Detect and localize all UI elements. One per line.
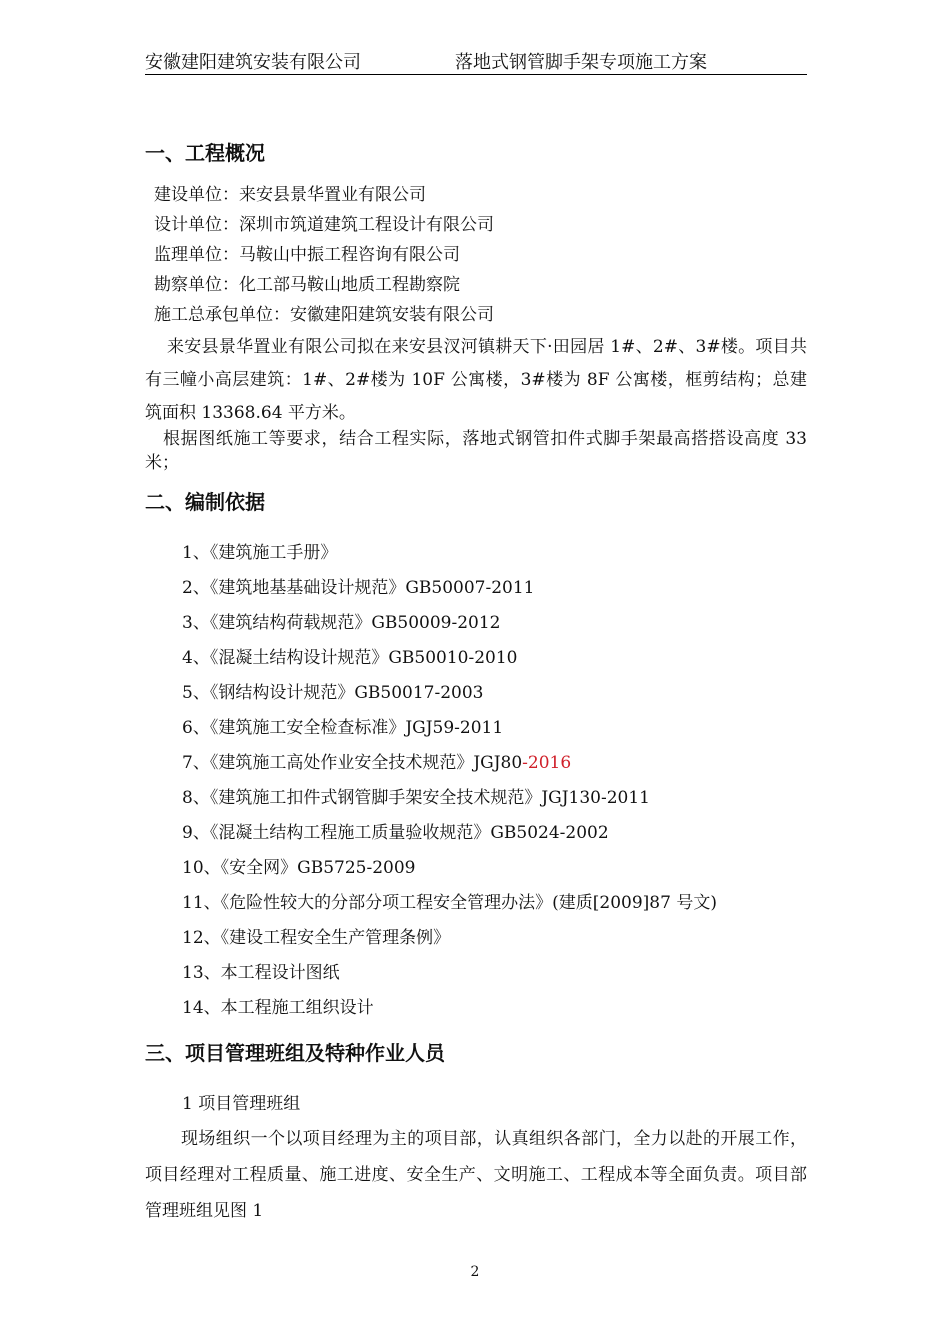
page-header [145, 52, 807, 75]
management-paragraph: 现场组织一个以项目经理为主的项目部，认真组织各部门，全力以赴的开展工作，项目经理对工程质量、施工进度、安全生产、文明施工、工程成本等全面负责。项目部管理班组见图 1 [145, 1129, 807, 1221]
reference-item [182, 752, 571, 774]
reference-item: 2、《建筑地基基础设计规范》GB50007-2011 [182, 578, 535, 598]
unit-survey: 勘察单位：化工部马鞍山地质工程勘察院 [154, 275, 460, 295]
section2-title: 二、编制依据 [145, 490, 265, 514]
unit-construction: 建设单位：来安县景华置业有限公司 [154, 185, 426, 205]
unit-design: 设计单位：深圳市筑道建筑工程设计有限公司 [154, 215, 494, 235]
reference-item: 10、《安全网》GB5725-2009 [182, 858, 416, 878]
unit-supervision: 监理单位：马鞍山中振工程咨询有限公司 [154, 245, 460, 265]
revised-year: -2016 [522, 753, 572, 773]
reference-item: 3、《建筑结构荷载规范》GB50009-2012 [182, 613, 501, 633]
unit-contractor: 施工总承包单位：安徽建阳建筑安装有限公司 [154, 305, 494, 325]
section3-title: 三、项目管理班组及特种作业人员 [145, 1041, 445, 1065]
reference-item-text: 7、《建筑施工高处作业安全技术规范》JGJ80 [182, 753, 523, 773]
reference-item: 1、《建筑施工手册》 [182, 543, 338, 563]
header-company: 安徽建阳建筑安装有限公司 [145, 52, 361, 73]
height-paragraph: 根据图纸施工等要求，结合工程实际，落地式钢管扣件式脚手架最高搭搭设高度 33 米； [145, 429, 807, 473]
reference-item: 14、本工程施工组织设计 [182, 998, 374, 1018]
reference-item: 9、《混凝土结构工程施工质量验收规范》GB5024-2002 [182, 823, 609, 843]
reference-item: 4、《混凝土结构设计规范》GB50010-2010 [182, 648, 518, 668]
section1-title: 一、工程概况 [145, 141, 265, 165]
header-doc-title: 落地式钢管脚手架专项施工方案 [455, 52, 707, 73]
reference-item: 11、《危险性较大的分部分项工程安全管理办法》(建质[2009]87 号文) [182, 893, 717, 913]
page-number: 2 [470, 1264, 480, 1280]
section3-subtitle: 1 项目管理班组 [182, 1094, 301, 1114]
reference-item: 13、本工程设计图纸 [182, 963, 340, 983]
reference-item: 8、《建筑施工扣件式钢管脚手架安全技术规范》JGJ130-2011 [182, 788, 650, 808]
reference-item: 5、《钢结构设计规范》GB50017-2003 [182, 683, 484, 703]
reference-item: 6、《建筑施工安全检查标准》JGJ59-2011 [182, 718, 504, 738]
reference-item: 12、《建设工程安全生产管理条例》 [182, 928, 451, 948]
overview-paragraph: 来安县景华置业有限公司拟在来安县汊河镇耕天下·田园居 1#、2#、3#楼。项目共有三幢小高层建筑：1#、2#楼为 10F 公寓楼，3#楼为 8F 公寓楼，框剪结构；总建筑面积 13368.64 平方米。 [145, 337, 807, 423]
